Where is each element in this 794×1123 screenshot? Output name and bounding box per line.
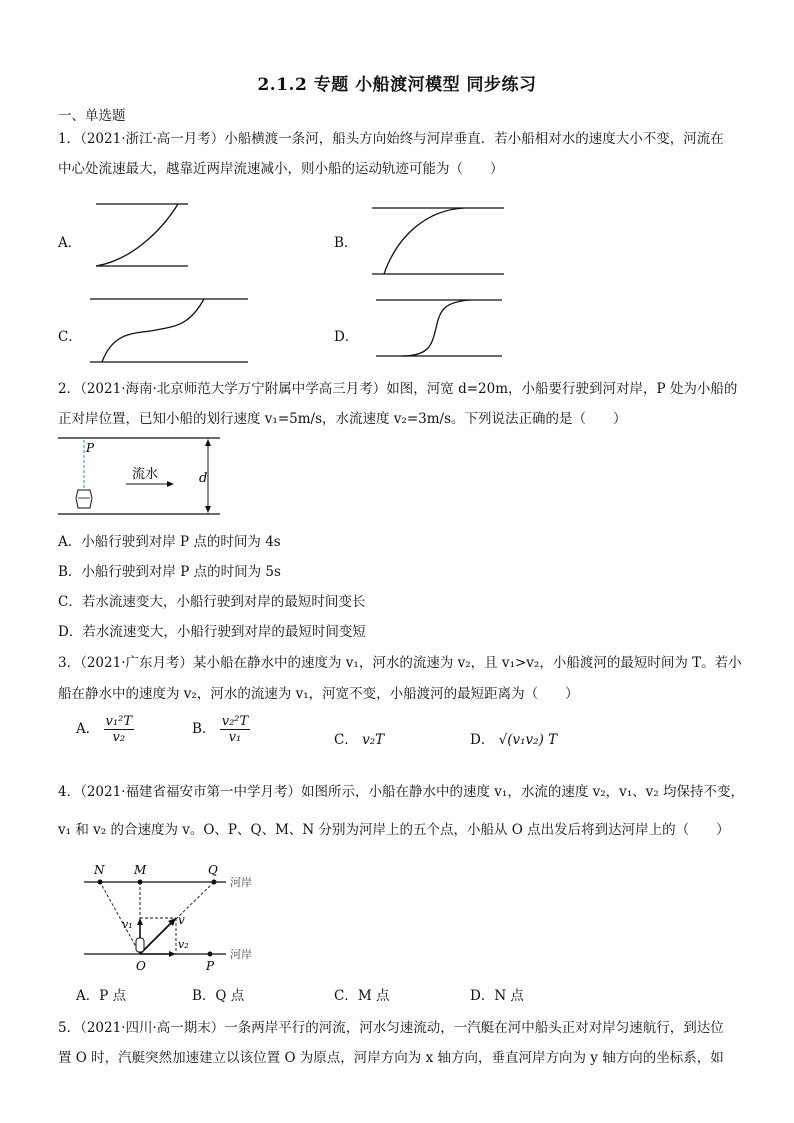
q4-line1: 4．（2021·福建省福安市第一中学月考）如图所示，小船在静水中的速度 v₁，水流的速度 v₂，v₁、v₂ 均保持不变，: [58, 784, 745, 800]
q2-option-d[interactable]: D．若水流速变大，小船行驶到对岸的最短时间变短: [58, 624, 366, 640]
v2-label: v₂: [178, 938, 189, 951]
q2-line2: 正对岸位置，已知小船的划行速度 v₁=5m/s，水流速度 v₂=3m/s。下列说法正确的是（ ）: [58, 411, 627, 427]
q2-line1: 2．（2021·海南·北京师范大学万宁附属中学高三月考）如图，河宽 d=20m，小船要行驶到河对岸，P 处为小船的: [58, 381, 738, 397]
q1-line1: 1．（2021·浙江·高一月考）小船横渡一条河，船头方向始终与河岸垂直．若小船相对水的速度大小不变，河流在: [58, 131, 724, 147]
q5-line2: 置 O 时，汽艇突然加速建立以该位置 O 为原点，河岸方向为 x 轴方向，垂直河岸方向为 y 轴方向的坐标系，如: [58, 1050, 724, 1066]
q4-velocity-figure: [74, 856, 274, 974]
q1-option-a[interactable]: A．: [58, 235, 82, 251]
q1-figure-c: [86, 294, 252, 366]
point-p-label: P: [206, 959, 215, 973]
q1-option-d[interactable]: D．: [334, 329, 359, 345]
q5-line1: 5．（2021·四川·高一期末）一条两岸平行的河流，河水匀速流动，一汽艇在河中船头正对对岸匀速航行，到达位: [58, 1020, 724, 1036]
q1-figure-a: [92, 200, 192, 272]
q1-option-b[interactable]: B．: [334, 235, 358, 251]
q2-river-figure: [58, 432, 224, 518]
width-d-label: d: [199, 471, 208, 486]
q3-b-fraction: $\frac{\text{v₂²T}}{\text{v₁}}$: [221, 714, 249, 745]
q2-option-a[interactable]: A．小船行驶到对岸 P 点的时间为 4s: [58, 534, 281, 550]
q3-option-d[interactable]: D． √(v₁v₂) T: [470, 732, 558, 748]
boat-icon: [136, 938, 144, 952]
q1-option-c[interactable]: C．: [58, 329, 82, 345]
q2-option-b[interactable]: B．小船行驶到对岸 P 点的时间为 5s: [58, 564, 281, 580]
q3-option-b[interactable]: B． $\frac{\text{v₂²T}}{\text{v₁}}$: [192, 714, 249, 745]
point-m-label: M: [134, 863, 147, 877]
point-o-label: O: [136, 959, 146, 973]
q4-option-c[interactable]: C．M 点: [334, 988, 390, 1004]
q4-option-a[interactable]: A．P 点: [76, 988, 127, 1004]
point-p-label: P: [86, 441, 95, 455]
v1-label: v₁: [122, 918, 133, 931]
point-n-label: N: [94, 863, 105, 877]
q3-a-fraction: $\frac{\text{v₁²T}}{\text{v₂}}$: [105, 714, 132, 745]
bank-bottom-label: 河岸: [230, 948, 252, 961]
q1-figure-d: [372, 296, 506, 360]
q4-option-b[interactable]: B．Q 点: [192, 988, 245, 1004]
section-heading: 一、单选题: [58, 108, 126, 124]
q1-line2: 中心处流速最大，越靠近两岸流速减小，则小船的运动轨迹可能为（ ）: [58, 161, 504, 177]
bank-top-label: 河岸: [230, 876, 252, 889]
q1-figure-b: [368, 204, 508, 278]
q3-line2: 船在静水中的速度为 v₂，河水的流速为 v₁，河宽不变，小船渡河的最短距离为（ ）: [58, 686, 579, 702]
q3-option-c[interactable]: C． v₂T: [334, 732, 385, 748]
point-q-label: Q: [208, 863, 218, 877]
q4-option-d[interactable]: D．N 点: [470, 988, 524, 1004]
q4-line2: v₁ 和 v₂ 的合速度为 v。O、P、Q、M、N 分别为河岸上的五个点，小船从 O 点出发后将到达河岸上的（ ）: [58, 822, 730, 838]
q3-option-a[interactable]: A． $\frac{\text{v₁²T}}{\text{v₂}}$: [76, 714, 132, 745]
q3-line1: 3．（2021·广东月考）某小船在静水中的速度为 v₁，河水的流速为 v₂，且 v₁>v₂，小船渡河的最短时间为 T。若小: [58, 655, 742, 671]
boat-icon: [76, 490, 92, 508]
v-label: v: [178, 913, 185, 927]
page-title: 2.1.2 专题 小船渡河模型 同步练习: [257, 75, 537, 95]
q2-option-c[interactable]: C．若水流速变大，小船行驶到对岸的最短时间变长: [58, 594, 366, 610]
flow-label: 流水: [132, 467, 159, 482]
